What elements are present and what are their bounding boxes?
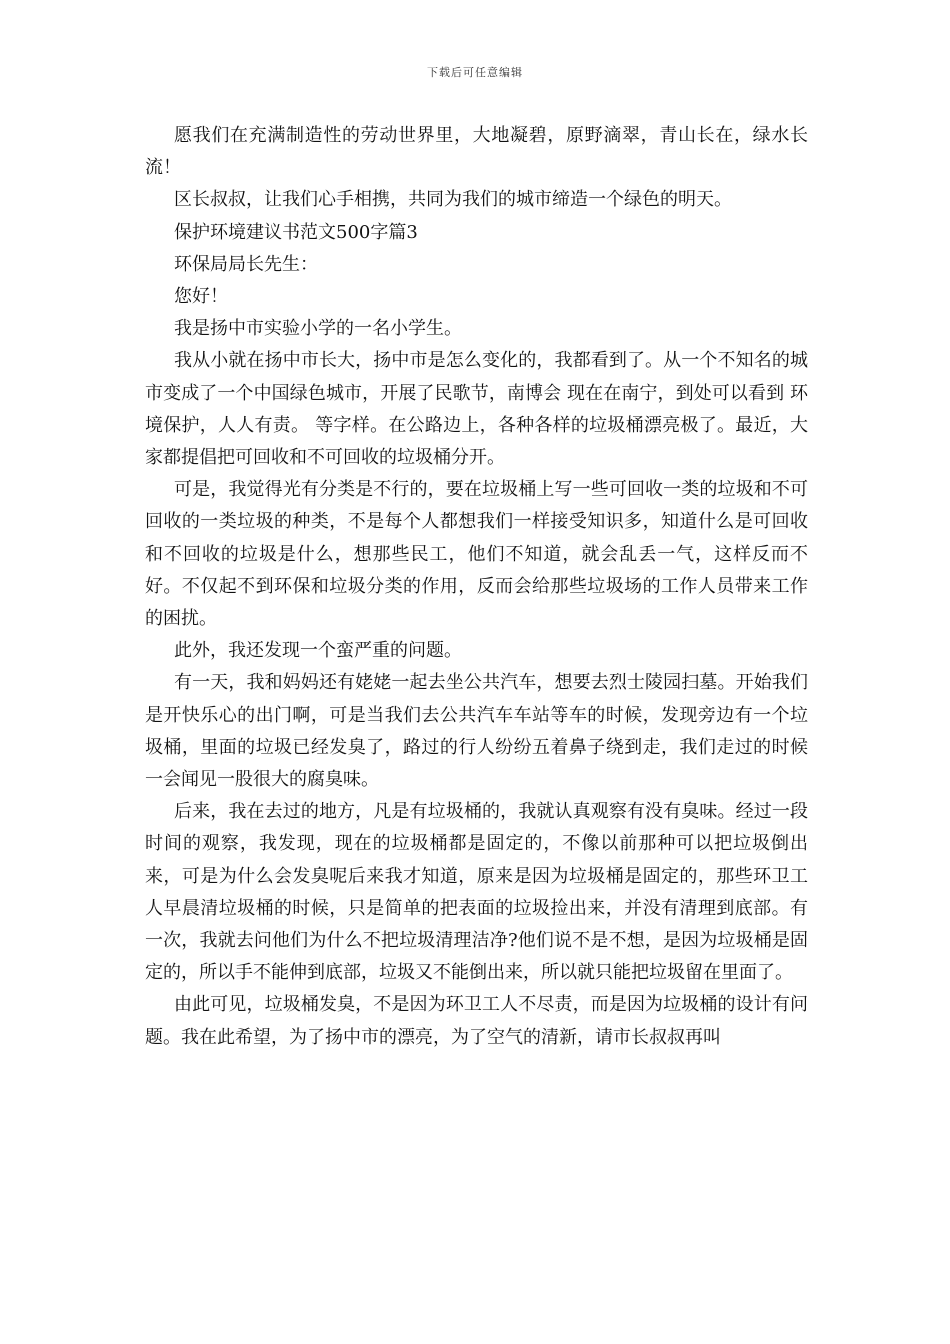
header-note: 下载后可任意编辑: [427, 66, 523, 79]
paragraph: 我是扬中市实验小学的一名小学生。: [174, 318, 462, 340]
greeting: 您好！: [174, 286, 228, 308]
paragraph: 愿我们在充满制造性的劳动世界里，大地凝碧，原野滴翠，青山长在，绿水长流！: [145, 125, 808, 179]
paragraph: 由此可见，垃圾桶发臭，不是因为环卫工人不尽责，而是因为垃圾桶的设计有问题。我在此希望，为了扬中市的漂亮，为了空气的清新，请市长叔叔再叫: [145, 994, 808, 1048]
document-body: [145, 120, 808, 1054]
paragraph: 我从小就在扬中市长大，扬中市是怎么变化的，我都看到了。从一个不知名的城市变成了一个中国绿色城市，开展了民歌节，南博会 现在在南宁，到处可以看到 环境保护，人人有责。 等字样。在公路边上，各种各样的垃圾桶漂亮极了。最近，大家都提倡把可回收和不可回收的垃圾桶分开。: [145, 350, 808, 469]
paragraph: 有一天，我和妈妈还有姥姥一起去坐公共汽车，想要去烈士陵园扫墓。开始我们是开快乐心的出门啊，可是当我们去公共汽车车站等车的时候，发现旁边有一个垃圾桶，里面的垃圾已经发臭了，路过的行人纷纷五着鼻子绕到走，我们走过的时候一会闻见一股很大的腐臭味。: [145, 672, 808, 791]
paragraph: 此外，我还发现一个蛮严重的问题。: [174, 640, 462, 662]
salutation: 环保局局长先生：: [174, 253, 318, 275]
paragraph: 可是，我觉得光有分类是不行的，要在垃圾桶上写一些可回收一类的垃圾和不可回收的一类垃圾的种类，不是每个人都想我们一样接受知识多，知道什么是可回收和不回收的垃圾是什么，想那些民工，他们不知道，就会乱丢一气，这样反而不好。不仅起不到环保和垃圾分类的作用，反而会给那些垃圾场的工作人员带来工作的困扰。: [145, 479, 808, 630]
paragraph: 区长叔叔，让我们心手相携，共同为我们的城市缔造一个绿色的明天。: [174, 189, 732, 211]
section-title: 保护环境建议书范文500字篇3: [174, 221, 418, 243]
paragraph: 后来，我在去过的地方，凡是有垃圾桶的，我就认真观察有没有臭味。经过一段时间的观察，我发现，现在的垃圾桶都是固定的，不像以前那种可以把垃圾倒出来，可是为什么会发臭呢后来我才知道，原来是因为垃圾桶是固定的，那些环卫工人早晨清垃圾桶的时候，只是简单的把表面的垃圾捡出来，并没有清理到底部。有一次，我就去问他们为什么不把垃圾清理洁净?他们说不是不想，是因为垃圾桶是固定的，所以手不能伸到底部，垃圾又不能倒出来，所以就只能把垃圾留在里面了。: [145, 801, 808, 984]
